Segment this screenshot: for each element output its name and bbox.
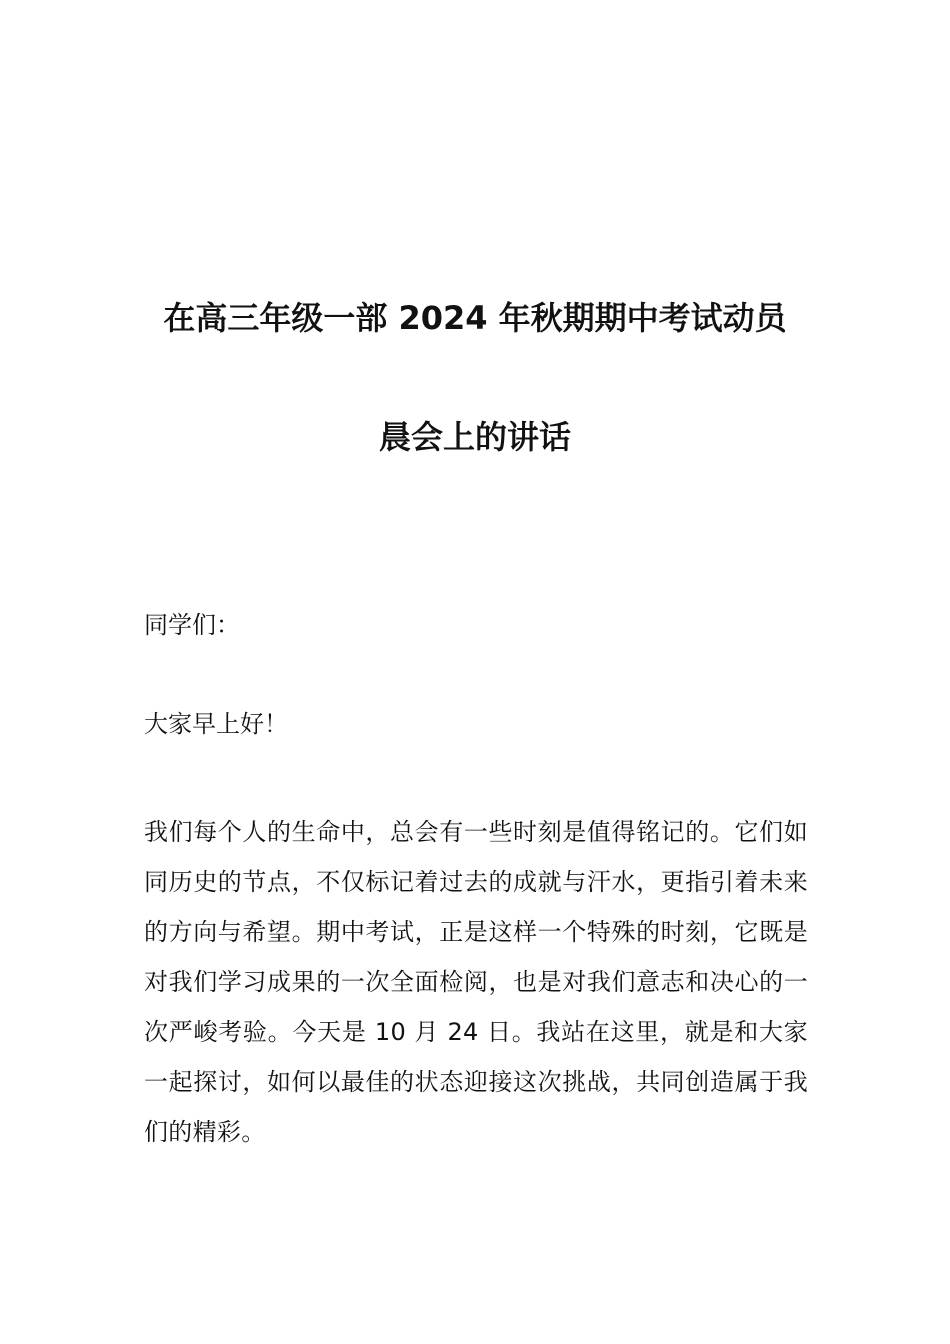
- greeting: 大家早上好！: [144, 710, 288, 738]
- document-title-line-2: 晨会上的讲话: [378, 418, 571, 456]
- body-paragraph: 我们每个人的生命中，总会有一些时刻是值得铭记的。它们如同历史的节点，不仅标记着过去的成就与汗水，更指引着未来的方向与希望。期中考试，正是这样一个特殊的时刻，它既是对我们学习成果的一次全面检阅，也是对我们意志和决心的一次严峻考验。今天是 10 月 24 日。我站在这里，就是和大家一起探讨，如何以最佳的状态迎接这次挑战，共同创造属于我们的精彩。: [144, 818, 808, 1146]
- document-title-line-1: 在高三年级一部 2024 年秋期期中考试动员: [163, 299, 787, 337]
- salutation: 同学们：: [144, 611, 240, 639]
